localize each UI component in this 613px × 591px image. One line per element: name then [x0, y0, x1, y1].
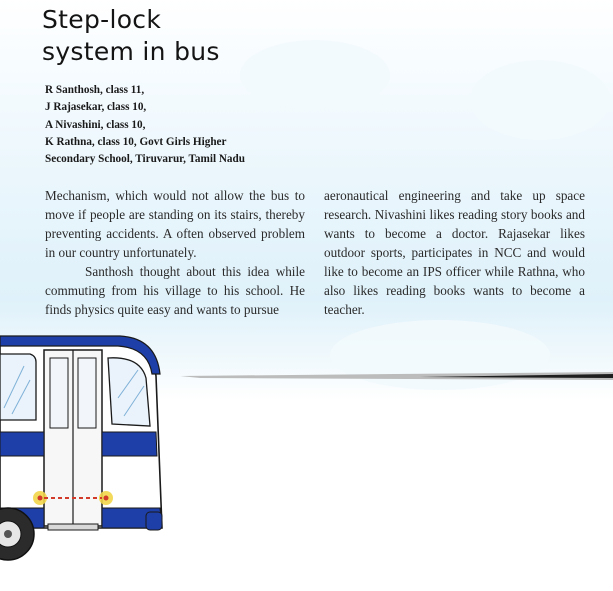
author-line: J Rajasekar, class 10, [45, 101, 147, 114]
author-line: R Santhosh, class 11, [45, 84, 145, 96]
title-line-1: Step-lock [42, 5, 162, 34]
author-line: Secondary School, Tiruvarur, Tamil Nadu [45, 153, 245, 166]
body-paragraph: Mechanism, which would not allow the bus to move if people are standing on its stairs, thereby preventing accidents. A often observed problem in our country unfortunately. [45, 188, 305, 260]
author-line: A Nivashini, class 10, [45, 118, 146, 131]
title-line-2: system in bus [42, 37, 220, 66]
bus-window [0, 354, 36, 420]
body-paragraph: Santhosh thought about this idea while commuting from his village to his school. He finds physics quite easy and wants to pursue [45, 264, 305, 317]
bus-illustration [0, 328, 175, 591]
body-paragraph: aeronautical engineering and take up space research. Nivashini likes reading story books and wants to become a doctor. Rajasekar likes outdoor sports, participates in NCC and would like to become an IPS officer while Rathna, who also likes reading books wants to become a teacher. [324, 188, 585, 317]
bus-side-stripe [0, 432, 44, 456]
bus-bumper [146, 512, 162, 530]
bus-step [48, 524, 98, 530]
author-line: K Rathna, class 10, Govt Girls Higher [45, 135, 227, 148]
